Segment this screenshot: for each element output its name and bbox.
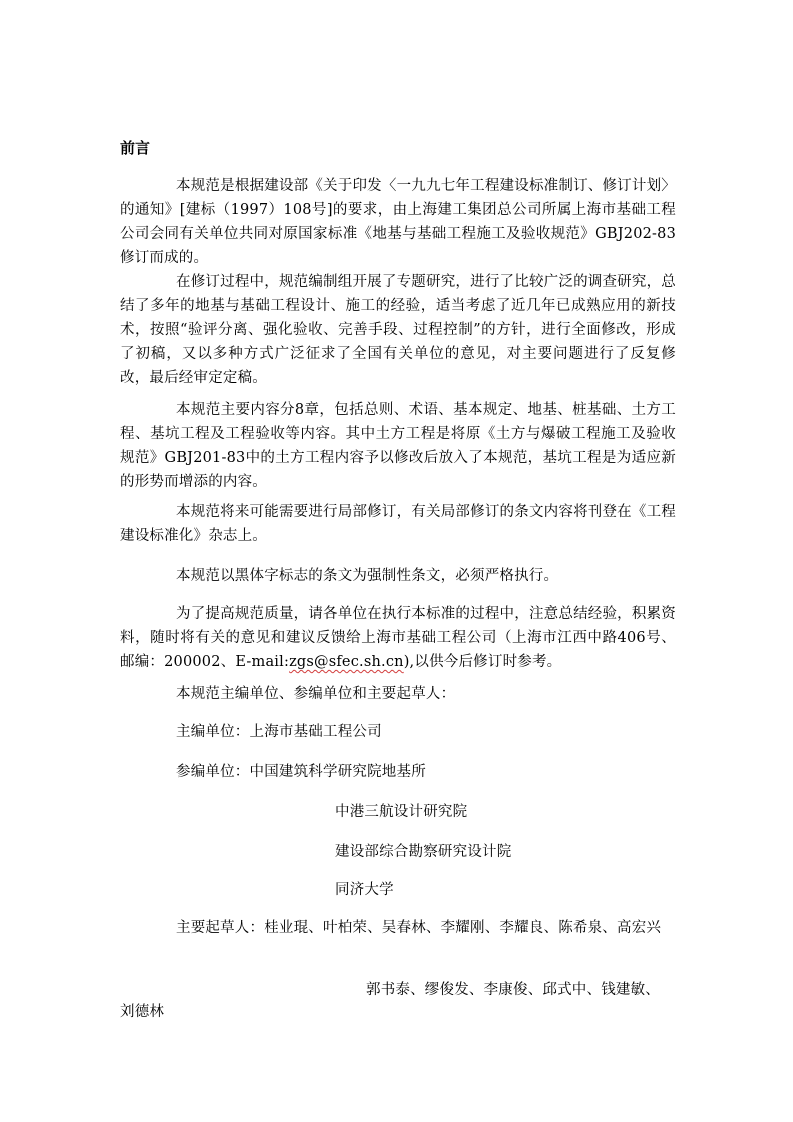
paragraph-5: 本规范以黑体字标志的条文为强制性条文，必须严格执行。 — [176, 568, 559, 584]
paragraph-7: 本规范主编单位、参编单位和主要起草人： — [176, 686, 456, 702]
main-drafters: 主要起草人：桂业琨、叶柏荣、吴春林、李耀刚、李耀良、陈希泉、高宏兴 — [176, 920, 662, 936]
paragraph-6 — [120, 602, 676, 674]
paragraph-6-tail: ),以供今后修订时参考。 — [403, 654, 562, 670]
participating-unit-3: 建设部综合勘察研究设计院 — [335, 844, 512, 860]
paragraph-3: 本规范主要内容分8章，包括总则、术语、基本规定、地基、桩基础、土方工程、基坑工程及工程验收等内容。其中土方工程是将原《土方与爆破工程施工及验收规范》GBJ201-83中的土方工程内容予以修改后放入了本规范，基坑工程是为适应新的形势而增添的内容。 — [120, 402, 676, 490]
email-address: zgs@sfec.sh.cn — [289, 654, 404, 670]
participating-unit-1: 参编单位：中国建筑科学研究院地基所 — [176, 764, 426, 780]
page-title: 前言 — [120, 139, 151, 157]
paragraph-1: 本规范是根据建设部《关于印发〈一九九七年工程建设标准制订、修订计划〉的通知》[建标（1997）108号]的要求，由上海建工集团总公司所属上海市基础工程公司会同有关单位共同对原国家标准《地基与基础工程施工及验收规范》GBJ202-83修订而成的。 — [120, 178, 676, 266]
chief-editor-unit: 主编单位：上海市基础工程公司 — [176, 724, 382, 740]
paragraph-2: 在修订过程中，规范编制组开展了专题研究，进行了比较广泛的调查研究，总结了多年的地基与基础工程设计、施工的经验，适当考虑了近几年已成熟应用的新技术，按照“验评分离、强化验收、完善手段、过程控制”的方针，进行全面修改，形成了初稿，又以多种方式广泛征求了全国有关单位的意见，对主要问题进行了反复修改，最后经审定定稿。 — [120, 274, 676, 386]
participating-unit-4: 同济大学 — [335, 882, 394, 898]
paragraph-6-text: 为了提高规范质量，请各单位在执行本标准的过程中，注意总结经验，积累资料，随时将有关的意见和建议反馈给上海市基础工程公司（上海市江西中路406号、邮编：200002、E-mail: — [120, 606, 676, 670]
participating-unit-2: 中港三航设计研究院 — [335, 804, 468, 820]
main-drafters-last: 刘德林 — [120, 1004, 165, 1020]
main-drafters-continued: 郭书泰、缪俊发、李康俊、邱式中、钱建敏、 — [366, 982, 660, 998]
paragraph-4: 本规范将来可能需要进行局部修订，有关局部修订的条文内容将刊登在《工程建设标准化》杂志上。 — [120, 504, 676, 544]
